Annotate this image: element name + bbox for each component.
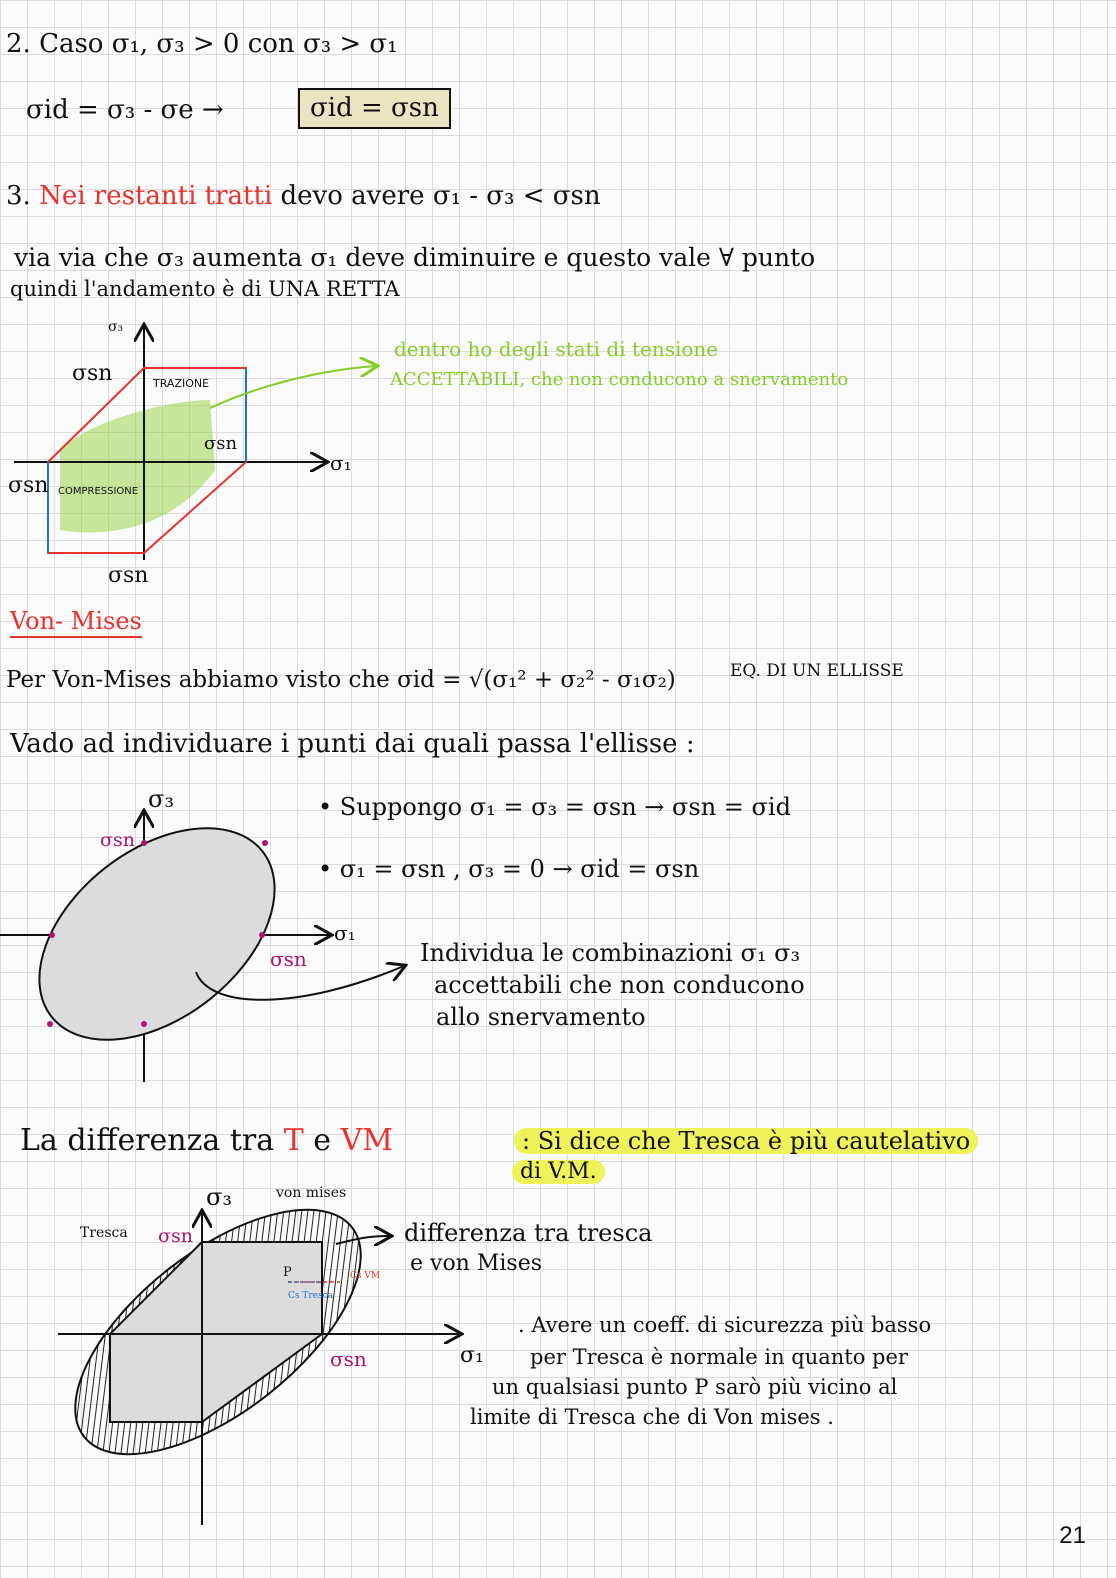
avere-1: . Avere un coeff. di sicurezza più basso	[518, 1313, 932, 1337]
vm-formula-line: Per Von-Mises abbiamo visto che σid = √(σ₁² + σ₂² - σ₁σ₂)	[6, 667, 676, 693]
bullet-1: • Suppongo σ₁ = σ₃ = σsn → σsn = σid	[318, 793, 791, 821]
d3-y-label: σ₃	[206, 1183, 233, 1211]
d3-cs-vm: Cs VM	[350, 1271, 381, 1281]
individua-1: Individua le combinazioni σ₁ σ₃	[420, 939, 801, 967]
trazione-label: TRAZIONE	[153, 377, 210, 390]
case2-formula: σid = σ₃ - σe →	[26, 95, 224, 125]
green-arrow	[210, 366, 376, 408]
d3-x-label: σ₁	[460, 1343, 484, 1368]
von-mises-title: Von- Mises	[10, 608, 142, 638]
green-note-2: ACCETTABILI, che non conducono a snervamento	[390, 369, 849, 390]
case3-prefix: 3.	[6, 181, 31, 211]
d1-sn-bottom: σsn	[108, 563, 149, 588]
d3-tresca-label: Tresca	[80, 1225, 128, 1241]
case3-red: Nei restanti tratti	[39, 181, 273, 211]
diff-note-2: e von Mises	[410, 1251, 543, 1276]
avere-4: limite di Tresca che di Von mises .	[470, 1405, 834, 1429]
diff-pre: La differenza tra	[20, 1123, 275, 1158]
diff-note-1: differenza tra tresca	[404, 1219, 653, 1247]
individua-2: accettabili che non conducono	[434, 971, 805, 999]
d1-x-label: σ₁	[330, 451, 352, 475]
d2-x-label: σ₁	[334, 921, 356, 945]
highlight-1: : Si dice che Tresca è più cautelativo	[514, 1128, 978, 1154]
quindi-line: quindi l'andamento è di UNA RETTA	[10, 277, 400, 301]
d2-sn-top: σsn	[100, 829, 135, 851]
green-scribble	[60, 400, 215, 533]
tresca-hexagon-diagram	[14, 326, 376, 560]
via-line: via via che σ₃ aumenta σ₁ deve diminuire e questo vale ∀ punto	[14, 243, 816, 272]
d1-sn-top: σsn	[72, 361, 113, 386]
green-note-1: dentro ho degli stati di tensione	[394, 337, 719, 361]
vado-line: Vado ad individuare i punti dai quali passa l'ellisse :	[10, 729, 695, 759]
d3-point-p: P	[283, 1265, 292, 1280]
avere-2: per Tresca è normale in quanto per	[530, 1345, 908, 1369]
d3-sn-top: σsn	[158, 1225, 193, 1247]
eq-ellisse: EQ. DI UN ELLISSE	[730, 661, 904, 681]
highlight-2: di V.M.	[512, 1160, 605, 1184]
diff-e: e	[313, 1123, 332, 1158]
d2-y-label: σ₃	[148, 785, 175, 813]
compressione-label: COMPRESSIONE	[58, 486, 139, 497]
individua-3: allo snervamento	[436, 1003, 646, 1031]
case2-line: 2. Caso σ₁, σ₃ > 0 con σ₃ > σ₁	[6, 29, 398, 59]
case3-rest: devo avere σ₁ - σ₃ < σsn	[280, 181, 601, 211]
d3-sn-right: σsn	[330, 1347, 367, 1371]
diff-vm: VM	[340, 1123, 393, 1158]
diff-t: T	[283, 1123, 304, 1158]
d2-sn-right: σsn	[270, 947, 307, 971]
avere-3: un qualsiasi punto P sarò più vicino al	[492, 1375, 898, 1399]
bullet-2: • σ₁ = σsn , σ₃ = 0 → σid = σsn	[318, 855, 700, 883]
tresca-vs-vm-diagram	[35, 1164, 460, 1525]
d3-cs-tresca: Cs Tresca	[288, 1291, 334, 1301]
d1-sn-left: σsn	[8, 473, 49, 498]
case2-result-box: σid = σsn	[298, 88, 451, 129]
d1-sn-right: σsn	[204, 433, 238, 454]
d1-y-label: σ₃	[108, 319, 124, 335]
d3-von-mises-label: von mises	[276, 1185, 347, 1201]
page-number: 21	[1059, 1522, 1086, 1549]
